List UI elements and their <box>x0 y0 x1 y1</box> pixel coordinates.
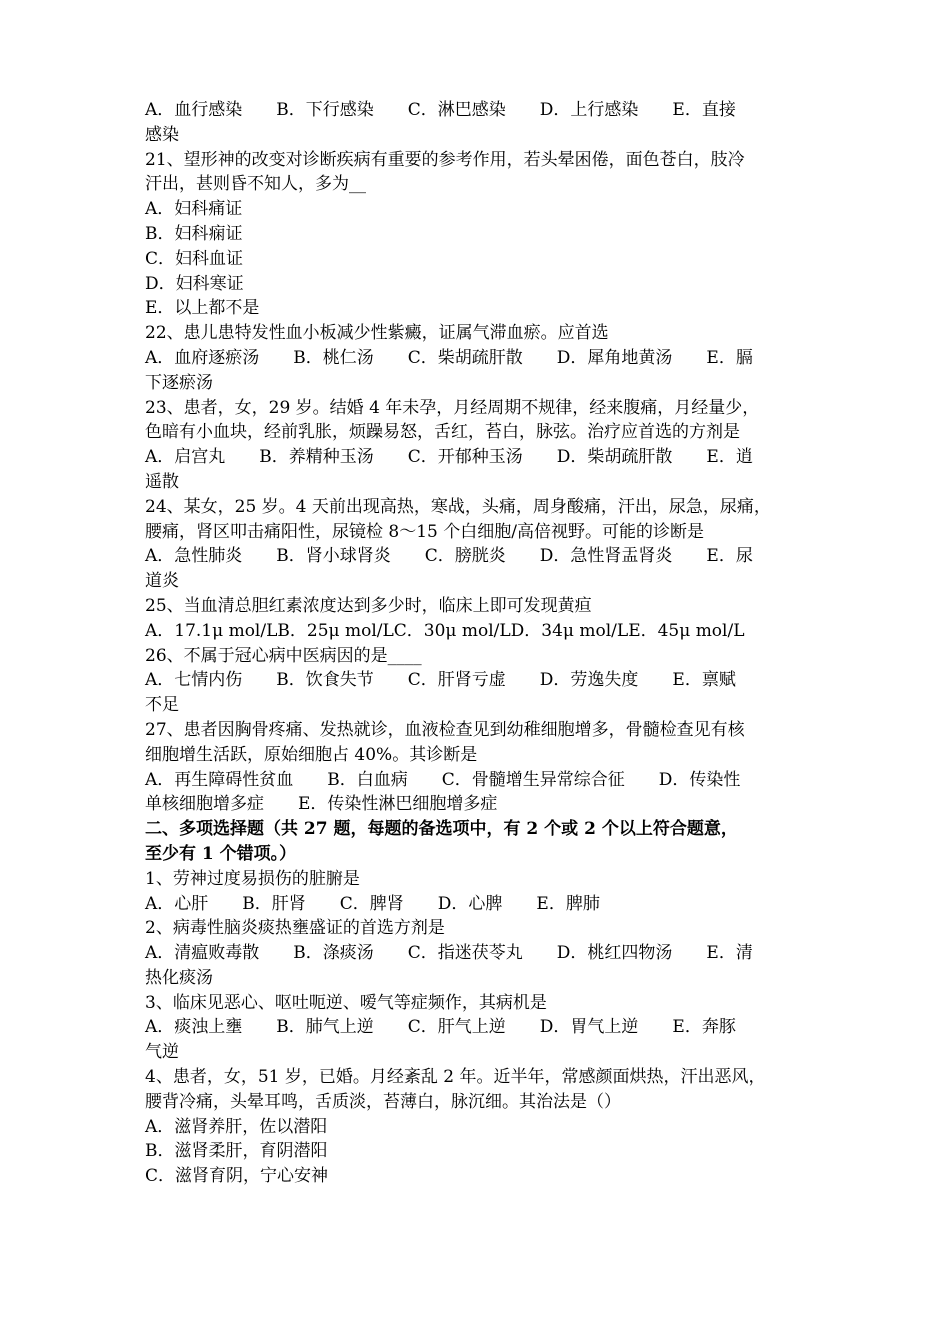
question-22: 22、患儿患特发性血小板减少性紫癜，证属气滞血瘀。应首选 <box>145 323 609 344</box>
question-text-line: 汗出，甚则昏不知人，多为__ <box>145 174 366 195</box>
option-e: E．以上都不是 <box>145 298 260 319</box>
question-26: 26、不属于冠心病中医病因的是____ <box>145 645 422 666</box>
question-25: 25、当血清总胆红素浓度达到多少时，临床上即可发现黄疸 <box>145 595 592 616</box>
section-heading: 二、多项选择题（共 27 题，每题的备选项中，有 2 个或 2 个以上符合题意， <box>145 819 738 840</box>
option-line: 感染 <box>145 124 179 145</box>
option-line: A．清瘟败毒散 B．涤痰汤 C．指迷茯苓丸 D．桃红四物汤 E．清 <box>145 943 753 964</box>
mc-question-1: 1、劳神过度易损伤的脏腑是 <box>145 868 360 889</box>
option-b: B．妇科痫证 <box>145 223 243 244</box>
mc-question-4: 4、患者，女，51 岁，已婚。月经紊乱 2 年。近半年，常感颜面烘热，汗出恶风， <box>145 1067 766 1088</box>
option-line: A．七情内伤 B．饮食失节 C．肝肾亏虚 D．劳逸失度 E．禀赋 <box>145 670 736 691</box>
option-line: A．心肝 B．肝肾 C．脾肾 D．心脾 E．脾肺 <box>145 893 600 914</box>
option-line: A．血府逐瘀汤 B．桃仁汤 C．柴胡疏肝散 D．犀角地黄汤 E．膈 <box>145 347 753 368</box>
option-line: 下逐瘀汤 <box>145 372 213 393</box>
option-line: 热化痰汤 <box>145 967 213 988</box>
question-23: 23、患者，女，29 岁。结婚 4 年未孕，月经周期不规律，经来腹痛，月经量少， <box>145 397 760 418</box>
mc-question-2: 2、病毒性脑炎痰热壅盛证的首选方剂是 <box>145 918 445 939</box>
option-line: 不足 <box>145 695 179 716</box>
question-24: 24、某女，25 岁。4 天前出现高热，寒战，头痛，周身酸痛，汗出，尿急，尿痛， <box>145 496 771 517</box>
mc-question-3: 3、临床见恶心、呕吐呃逆、嗳气等症频作，其病机是 <box>145 992 547 1013</box>
option-a: A．滋肾养肝，佐以潜阳 <box>145 1116 328 1137</box>
question-text-line: 细胞增生活跃，原始细胞占 40%。其诊断是 <box>145 744 478 765</box>
option-c: C．妇科血证 <box>145 248 244 269</box>
section-heading: 至少有 1 个错项。） <box>145 843 297 864</box>
option-line: A．再生障碍性贫血 B．白血病 C．骨髓增生异常综合征 D．传染性 <box>145 769 741 790</box>
option-c: C．滋肾育阴，宁心安神 <box>145 1166 329 1187</box>
option-line: 单核细胞增多症 E．传染性淋巴细胞增多症 <box>145 794 498 815</box>
option-line: A．急性肺炎 B．肾小球肾炎 C．膀胱炎 D．急性肾盂肾炎 E．尿 <box>145 546 753 567</box>
option-line: A．痰浊上壅 B．肺气上逆 C．肝气上逆 D．胃气上逆 E．奔豚 <box>145 1017 736 1038</box>
question-27: 27、患者因胸骨疼痛、发热就诊，血液检查见到幼稚细胞增多，骨髓检查见有核 <box>145 719 745 740</box>
option-line: 道炎 <box>145 571 179 592</box>
question-text-line: 腰背冷痛，头晕耳鸣，舌质淡，苔薄白，脉沉细。其治法是（） <box>145 1091 621 1112</box>
option-line: A．血行感染 B．下行感染 C．淋巴感染 D．上行感染 E．直接 <box>145 100 736 120</box>
document-body <box>145 98 815 1189</box>
option-line: 气逆 <box>145 1042 179 1063</box>
option-a: A．妇科痛证 <box>145 199 243 220</box>
option-line: A．启宫丸 B．养精种玉汤 C．开郁种玉汤 D．柴胡疏肝散 E．逍 <box>145 447 753 468</box>
option-d: D．妇科寒证 <box>145 273 244 294</box>
question-text-line: 腰痛，肾区叩击痛阳性，尿镜检 8～15 个白细胞/高倍视野。可能的诊断是 <box>145 521 704 542</box>
option-line: 遥散 <box>145 471 179 492</box>
option-b: B．滋肾柔肝，育阴潜阳 <box>145 1141 328 1162</box>
option-line: A．17.1μ mol/LB．25μ mol/LC．30μ mol/LD．34μ mol/LE．45μ mol/L <box>145 620 745 641</box>
question-21: 21、望形神的改变对诊断疾病有重要的参考作用，若头晕困倦，面色苍白，肢冷 <box>145 149 745 170</box>
question-text-line: 色暗有小血块，经前乳胀，烦躁易怒，舌红，苔白，脉弦。治疗应首选的方剂是 <box>145 422 740 443</box>
